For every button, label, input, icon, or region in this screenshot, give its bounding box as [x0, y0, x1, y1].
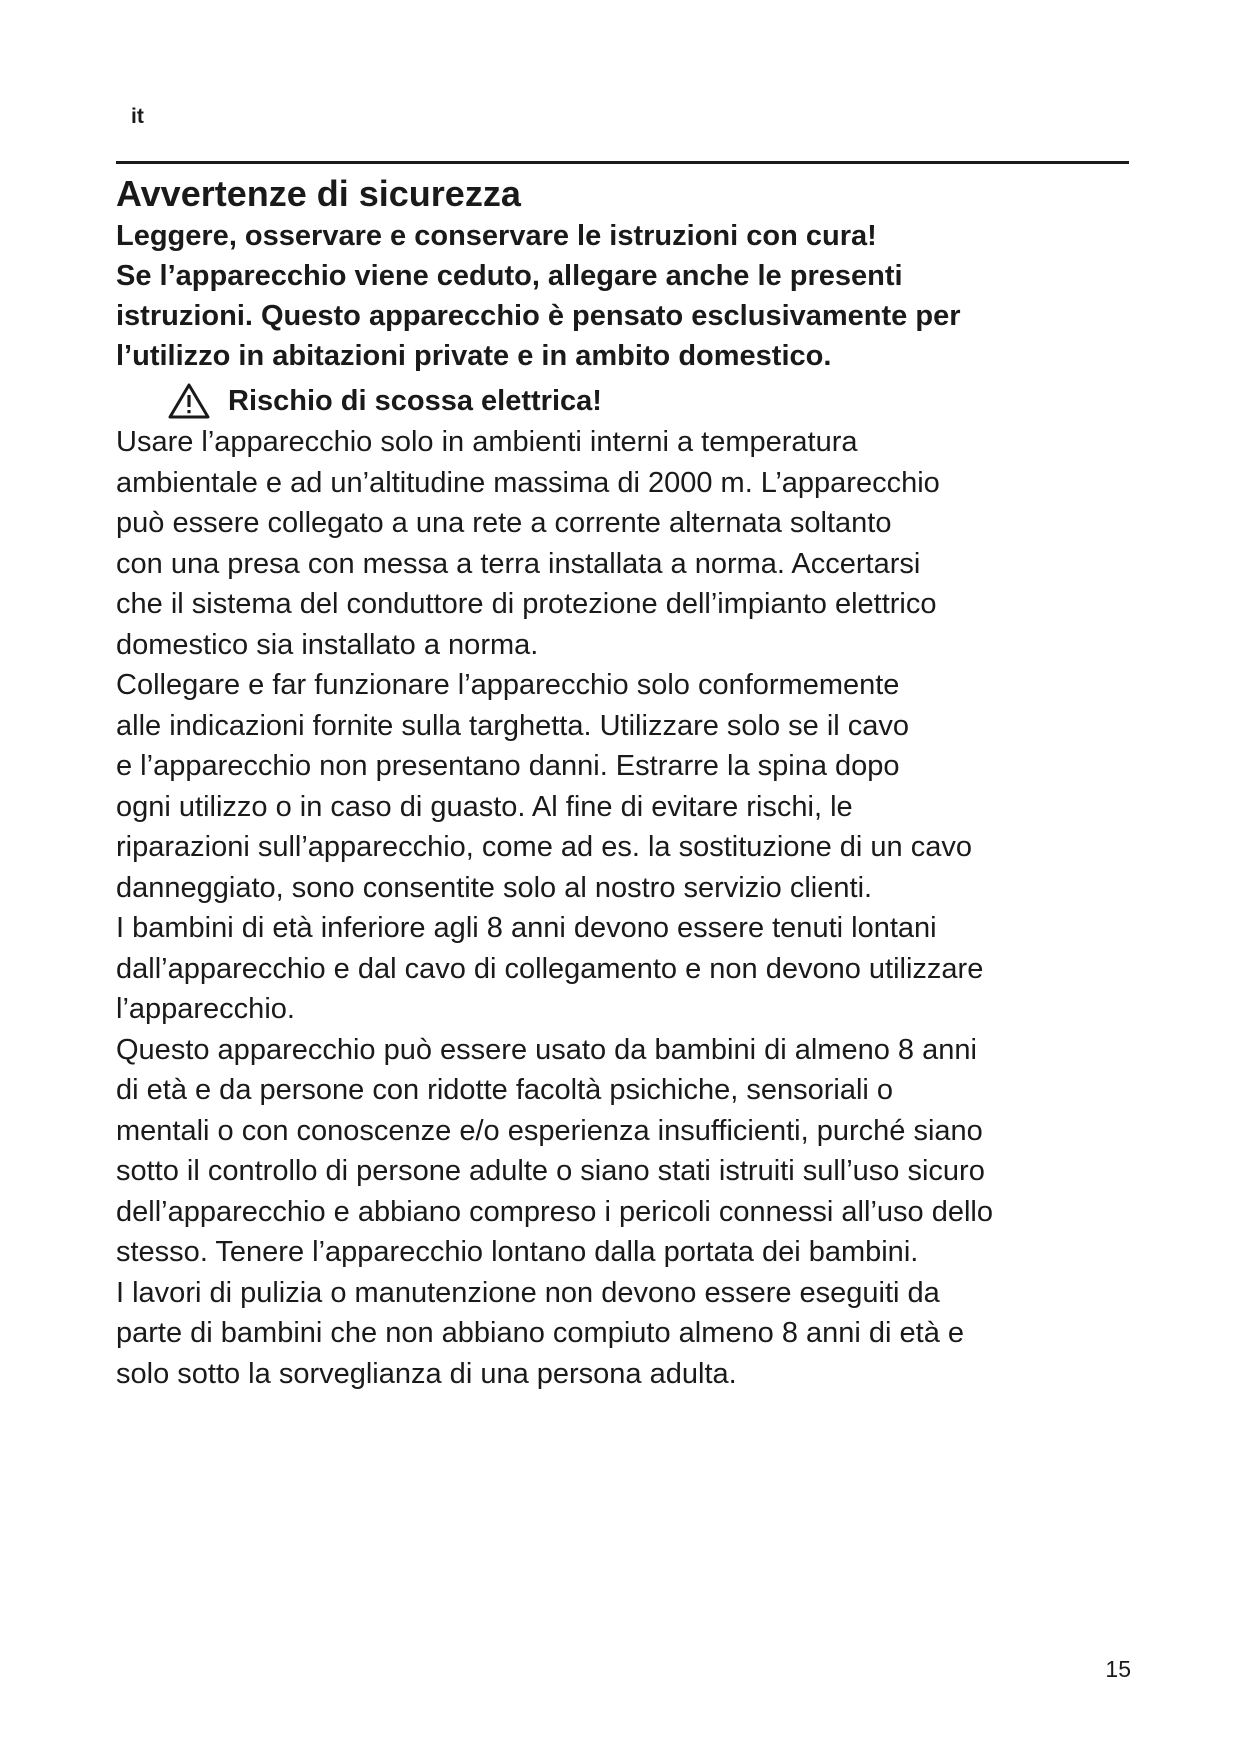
text-line: di età e da persone con ridotte facoltà psichiche, sensoriali o — [116, 1074, 894, 1106]
text-line: sotto il controllo di persone adulte o siano stati istruiti sull’uso sicuro — [116, 1155, 985, 1187]
text-line: con una presa con messa a terra installata a norma. Accertarsi — [116, 547, 921, 580]
text-line: parte di bambini che non abbiano compiuto almeno 8 anni di età e — [116, 1317, 965, 1349]
header-rule — [116, 161, 1129, 164]
intro-line: l’utilizzo in abitazioni private e in ambito domestico. — [116, 340, 832, 372]
text-line: e l’apparecchio non presentano danni. Estrarre la spina dopo — [116, 750, 900, 782]
text-line: stesso. Tenere l’apparecchio lontano dalla portata dei bambini. — [116, 1236, 919, 1268]
intro-text — [116, 216, 1136, 376]
language-code: it — [131, 105, 144, 128]
safety-section — [116, 172, 1136, 1394]
text-line: I lavori di pulizia o manutenzione non devono essere eseguiti da — [116, 1276, 940, 1309]
warning-heading — [116, 380, 1136, 422]
paragraph-children-distance — [116, 908, 1136, 1030]
section-title: Avvertenze di sicurezza — [116, 173, 521, 214]
intro-line: Se l’apparecchio viene ceduto, allegare anche le presenti — [116, 260, 903, 292]
text-line: Usare l’apparecchio solo in ambienti interni a temperatura — [116, 426, 858, 458]
paragraph-supervised-use — [116, 1030, 1136, 1273]
paragraph-cleaning — [116, 1273, 1136, 1395]
intro-line: istruzioni. Questo apparecchio è pensato esclusivamente per — [116, 300, 961, 332]
text-line: ambientale e ad un’altitudine massima di 2000 m. L’apparecchio — [116, 466, 940, 499]
text-line: dell’apparecchio e abbiano compreso i pericoli connessi all’uso dello — [116, 1195, 993, 1228]
paragraph-electrical — [116, 422, 1136, 665]
text-line: l’apparecchio. — [116, 993, 295, 1025]
text-line: danneggiato, sono consentite solo al nostro servizio clienti. — [116, 871, 873, 904]
text-line: solo sotto la sorveglianza di una persona adulta. — [116, 1357, 737, 1390]
warning-heading-text: Rischio di scossa elettrica! — [228, 384, 602, 417]
text-line: domestico sia installato a norma. — [116, 628, 539, 661]
text-line: Questo apparecchio può essere usato da bambini di almeno 8 anni — [116, 1033, 977, 1066]
intro-line: Leggere, osservare e conservare le istruzioni con cura! — [116, 220, 877, 252]
text-line: può essere collegato a una rete a corrente alternata soltanto — [116, 507, 892, 539]
text-line: dall’apparecchio e dal cavo di collegamento e non devono utilizzare — [116, 952, 984, 985]
text-line: riparazioni sull’apparecchio, come ad es. la sostituzione di un cavo — [116, 831, 972, 863]
page-number: 15 — [1105, 1656, 1131, 1682]
text-line: che il sistema del conduttore di protezione dell’impianto elettrico — [116, 588, 937, 620]
text-line: mentali o con conoscenze e/o esperienza insufficienti, purché siano — [116, 1114, 983, 1147]
text-line: I bambini di età inferiore agli 8 anni devono essere tenuti lontani — [116, 912, 937, 944]
text-line: ogni utilizzo o in caso di guasto. Al fine di evitare rischi, le — [116, 790, 853, 823]
warning-triangle-icon — [168, 383, 210, 419]
text-line: alle indicazioni fornite sulla targhetta. Utilizzare solo se il cavo — [116, 709, 910, 742]
paragraph-connection — [116, 665, 1136, 908]
text-line: Collegare e far funzionare l’apparecchio solo conformemente — [116, 669, 900, 701]
